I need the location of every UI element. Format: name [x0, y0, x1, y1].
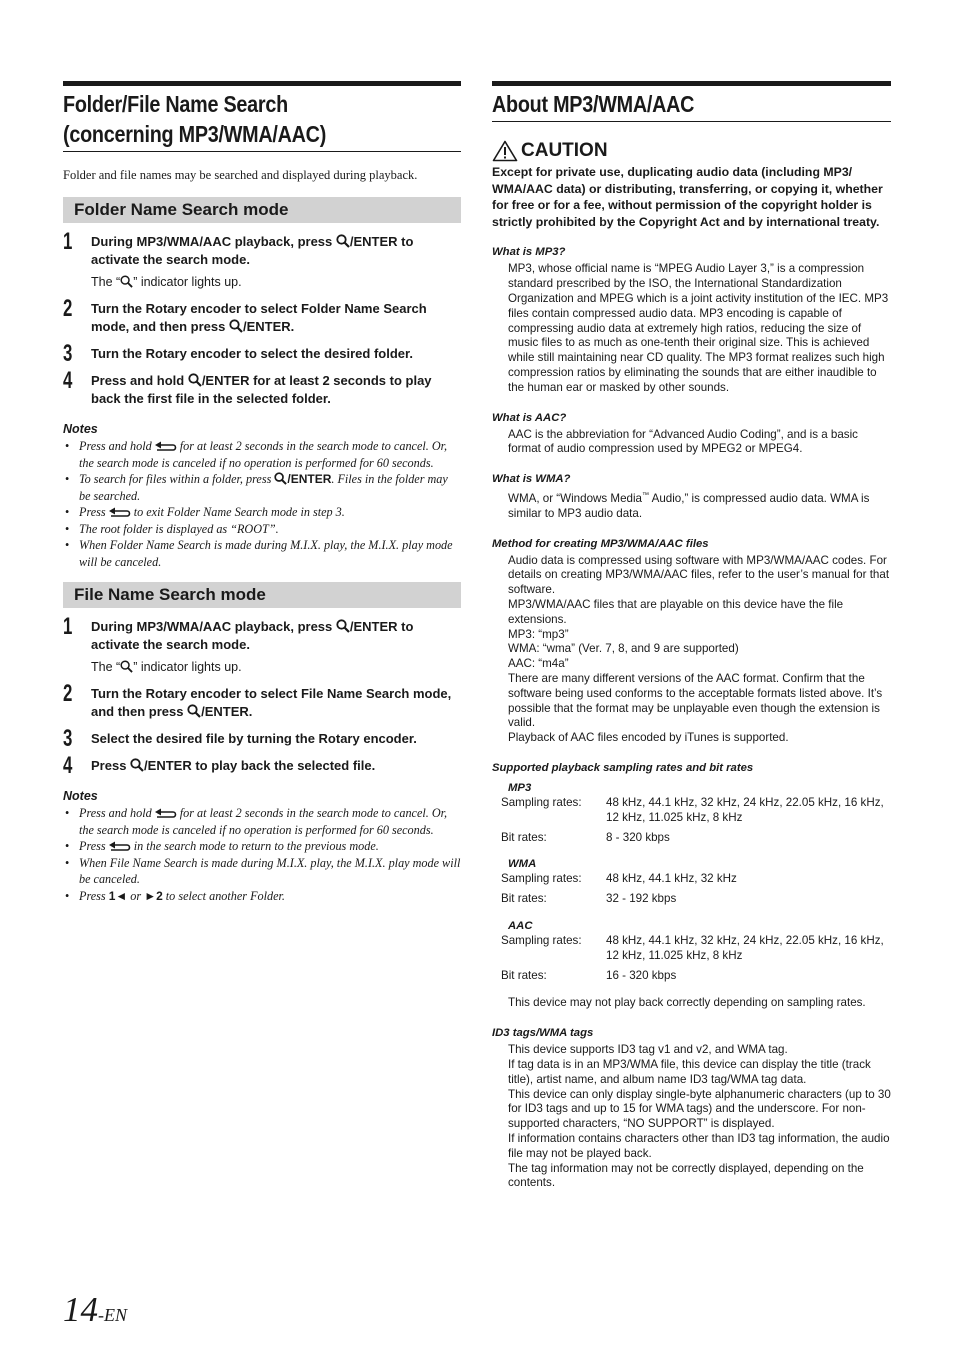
- list-item: The tag information may not be correctly displayed, depending on the contents.: [508, 1161, 864, 1190]
- list-item: This device supports ID3 tag v1 and v2, and WMA tag.: [508, 1043, 788, 1057]
- list-item: • When File Name Search is made during M.I.X. play, the M.I.X. play mode will be canceled.: [79, 855, 461, 888]
- folder-step-4: 4 Press and hold /ENTER for at least 2 seconds to play back the first file in the selected folder.: [63, 367, 432, 406]
- step-number: 4: [63, 752, 73, 779]
- file-step-2: 2 Turn the Rotary encoder to select File Name Search mode, and then press /ENTER.: [63, 680, 452, 719]
- left-column: [63, 81, 461, 904]
- folder-step-3: 3 Turn the Rotary encoder to select the desired folder.: [63, 340, 413, 367]
- back-arrow-icon: [155, 808, 177, 819]
- rates-question: Supported playback sampling rates and bit rates: [492, 761, 754, 774]
- file-notes-heading: Notes: [63, 789, 98, 803]
- search-icon: [336, 619, 350, 633]
- list-item: WMA: “wma” (Ver. 7, 8, and 9 are supported): [508, 642, 739, 656]
- folder-notes-list: [63, 438, 461, 570]
- caution-text: Except for private use, duplicating audio data (including MP3/ WMA/AAC data) or distributing, transferring, or copying it, whether for free or for a fee, without permission of the copyright holder is strictly prohibited by the Copyright Act and by international treaty.: [492, 165, 883, 229]
- rate-group-wma: WMA: [508, 858, 537, 871]
- warning-triangle-icon: [492, 140, 518, 162]
- search-icon: [336, 234, 350, 248]
- file-notes-list: [63, 805, 461, 904]
- list-item: • To search for files within a folder, press /ENTER. Files in the folder may be searched.: [79, 471, 461, 504]
- search-icon: [130, 758, 144, 772]
- folder-notes-heading: Notes: [63, 422, 98, 436]
- list-item: MP3: “mp3”: [508, 627, 569, 641]
- step-number: 2: [63, 680, 73, 707]
- rate-table-aac: Sampling rates: 48 kHz, 44.1 kHz, 32 kHz, 24 kHz, 22.05 kHz, 16 kHz, 12 kHz, 11.025 kHz, 8 kHz Bit rates: 16 - 320 kbps: [501, 933, 884, 982]
- method-question: Method for creating MP3/WMA/AAC files: [492, 537, 709, 550]
- back-arrow-icon: [109, 841, 131, 852]
- folder-step-2: 2 Turn the Rotary encoder to select Folder Name Search mode, and then press /ENTER.: [63, 295, 427, 334]
- list-item: MP3/WMA/AAC files that are playable on this device have the file extensions.: [508, 597, 844, 626]
- rate-group-aac: AAC: [508, 919, 533, 932]
- section-title-folder-file-search: [63, 81, 461, 152]
- search-icon: [120, 275, 133, 288]
- file-step-4: 4 Press /ENTER to play back the selected file.: [63, 752, 376, 779]
- id3-question: ID3 tags/WMA tags: [492, 1027, 594, 1040]
- list-item: If information contains characters other than ID3 tag information, the audio file may not be played back.: [508, 1131, 890, 1160]
- list-item: • Press 1◄ or ►2 to select another Folder.: [79, 888, 461, 905]
- section-title-about-formats: [492, 81, 891, 122]
- wma-answer: WMA, or “Windows Media™ Audio,” is compressed audio data. WMA is similar to MP3 audio data.: [508, 492, 870, 520]
- search-icon: [229, 319, 243, 333]
- rate-table-wma: Sampling rates: 48 kHz, 44.1 kHz, 32 kHz Bit rates: 32 - 192 kbps: [501, 872, 737, 906]
- step-number: 4: [63, 367, 73, 394]
- search-icon: [187, 704, 201, 718]
- page-number: 14-EN: [63, 1290, 127, 1329]
- intro-text: Folder and file names may be searched and displayed during playback.: [63, 168, 418, 182]
- list-item: Playback of AAC files encoded by iTunes is supported.: [508, 731, 789, 745]
- file-search-heading: File Name Search mode: [63, 582, 461, 608]
- aac-answer: AAC is the abbreviation for “Advanced Audio Coding”, and is a basic format of audio compression used by MPEG2 or MPEG4.: [508, 427, 858, 456]
- method-answer: [492, 554, 891, 746]
- mp3-answer: MP3, whose official name is “MPEG Audio Layer 3,” is a compression standard prescribed by the ISO, the International Standardization Organization and MPEG which is a joint activity institution of the IEC. MP3 files contain compressed audio data. MP3 encoding is capable of compressing audio data at extremely high ratios, reducing the size of music files to as much as one-tenth their original size. This is achieved while still maintaining near CD quality. The MP3 format realizes such high compression ratios by eliminating the sounds that are either inaudible to the human ear or masked by other sounds.: [508, 262, 889, 394]
- step-number: 2: [63, 295, 73, 322]
- list-item: • Press to exit Folder Name Search mode in step 3.: [79, 504, 461, 521]
- list-item: • The root folder is displayed as “ROOT”.: [79, 521, 461, 538]
- list-item: • Press in the search mode to return to the previous mode.: [79, 838, 461, 855]
- caution-heading: [492, 140, 891, 162]
- title-line-1: Folder/File Name Search: [63, 91, 288, 117]
- folder-step-1: 1 During MP3/WMA/AAC playback, press /ENTER to activate the search mode. The “ ” indicator lights up.: [63, 228, 414, 289]
- step-number: 1: [63, 228, 73, 255]
- rate-group-mp3: MP3: [508, 781, 532, 794]
- list-item: • Press and hold for at least 2 seconds in the search mode to cancel. Or, the search mode is canceled if no operation is performed for 60 seconds.: [79, 805, 461, 838]
- step-number: 3: [63, 725, 73, 752]
- file-step-1: 1 During MP3/WMA/AAC playback, press /ENTER to activate the search mode. The “ ” indicator lights up.: [63, 613, 414, 674]
- title-about: About MP3/WMA/AAC: [492, 91, 695, 117]
- list-item: AAC: “m4a”: [508, 657, 569, 671]
- rates-note: This device may not play back correctly depending on sampling rates.: [508, 996, 866, 1010]
- search-icon: [274, 472, 287, 485]
- search-icon: [188, 373, 202, 387]
- search-icon: [120, 660, 133, 673]
- file-step-3: 3 Select the desired file by turning the Rotary encoder.: [63, 725, 417, 752]
- folder-search-heading: Folder Name Search mode: [63, 197, 461, 223]
- list-item: • When Folder Name Search is made during M.I.X. play, the M.I.X. play mode will be canceled.: [79, 537, 461, 570]
- right-column: [492, 81, 891, 1191]
- back-arrow-icon: [109, 507, 131, 518]
- caution-label: CAUTION: [521, 140, 608, 161]
- back-arrow-icon: [155, 441, 177, 452]
- list-item: This device can only display single-byte alphanumeric characters (up to 30 for ID3 tags and up to 15 for WMA tags) and the underscore. For non-supported characters, “NO SUPPORT” is displayed.: [508, 1087, 891, 1131]
- list-item: • Press and hold for at least 2 seconds in the search mode to cancel. Or, the search mode is canceled if no operation is performed for 60 seconds.: [79, 438, 461, 471]
- step-number: 3: [63, 340, 73, 367]
- list-item: If tag data is in an MP3/WMA file, this device can display the title (track title), artist name, and album name ID3 tag/WMA tag data.: [508, 1057, 871, 1086]
- mp3-question: What is MP3?: [492, 246, 566, 259]
- list-item: There are many different versions of the AAC format. Confirm that the software being used conforms to the acceptable formats listed above. It’s possible that the format may be unplayable even though the extension is valid.: [508, 671, 883, 730]
- list-item: Audio data is compressed using software with MP3/WMA/AAC codes. For details on creating MP3/WMA/AAC files, refer to the user’s manual for that software.: [508, 553, 890, 597]
- rate-table-mp3: Sampling rates: 48 kHz, 44.1 kHz, 32 kHz, 24 kHz, 22.05 kHz, 16 kHz, 12 kHz, 11.025 kHz, 8 kHz Bit rates: 8 - 320 kbps: [501, 795, 884, 844]
- title-line-2: (concerning MP3/WMA/AAC): [63, 121, 327, 147]
- wma-question: What is WMA?: [492, 473, 571, 486]
- aac-question: What is AAC?: [492, 411, 567, 424]
- step-number: 1: [63, 613, 73, 640]
- id3-answer: [492, 1043, 891, 1191]
